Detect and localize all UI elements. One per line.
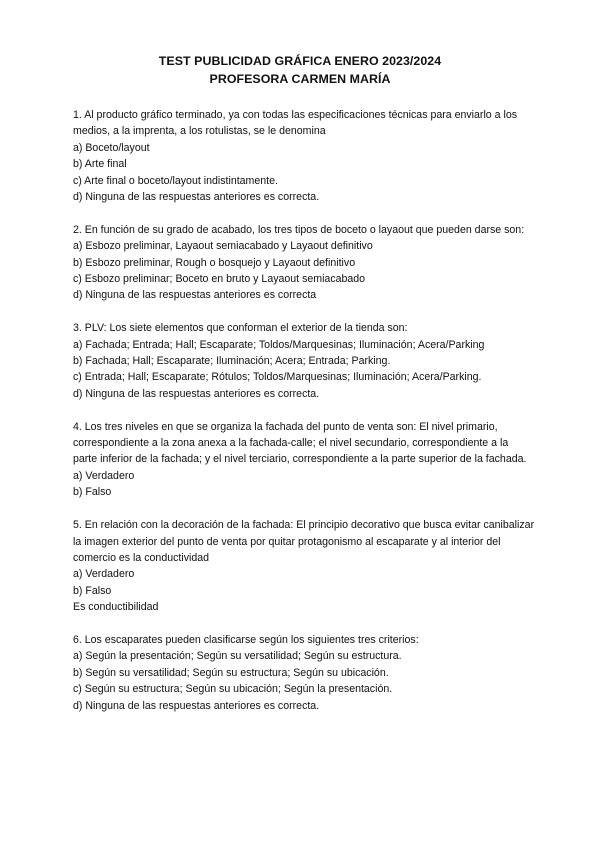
answer-option: b) Fachada; Hall; Escaparate; Iluminación; Acera; Entrada; Parking. <box>73 355 391 368</box>
answer-option: c) Arte final o boceto/layout indistintamente. <box>73 174 278 187</box>
question-stem: 2. En función de su grado de acabado, los tres tipos de boceto o layaout que pueden darse son: <box>73 223 525 236</box>
answer-option: d) Ninguna de las respuestas anteriores es correcta. <box>73 191 320 204</box>
answer-option: a) Verdadero <box>73 568 135 581</box>
answer-note: Es conductibilidad <box>73 601 159 614</box>
answer-option: d) Ninguna de las respuestas anteriores es correcta. <box>73 699 320 712</box>
answer-option: b) Según su versatilidad; Según su estructura; Según su ubicación. <box>73 666 389 679</box>
question-stem: 3. PLV: Los siete elementos que conforman el exterior de la tienda son: <box>73 322 408 335</box>
answer-option: a) Esbozo preliminar, Layaout semiacabado y Layaout definitivo <box>73 240 373 253</box>
answer-option: b) Arte final <box>73 158 127 171</box>
answer-option: c) Entrada; Hall; Escaparate; Rótulos; Toldos/Marquesinas; Iluminación; Acera/Parking. <box>73 371 482 384</box>
answer-option: a) Boceto/layout <box>73 141 150 154</box>
answer-option: b) Falso <box>73 486 112 499</box>
document-title-block <box>0 52 600 88</box>
answer-option: b) Esbozo preliminar, Rough o bosquejo y Layaout definitivo <box>73 256 356 269</box>
question-stem: 4. Los tres niveles en que se organiza la fachada del punto de venta son: El nivel primario, correspondiente a la zona anexa a la fachada-calle; el nivel secundario, correspondiente a la parte inferior de la fachada; y el nivel terciario, correspondiente a la parte superior de la fachada. <box>73 420 527 466</box>
question-5 <box>73 517 535 615</box>
question-stem: 6. Los escaparates pueden clasificarse según los siguientes tres criterios: <box>73 633 419 646</box>
document-title: TEST PUBLICIDAD GRÁFICA ENERO 2023/2024 <box>158 54 442 68</box>
answer-option: c) Esbozo preliminar; Boceto en bruto y Layaout semiacabado <box>73 273 366 286</box>
question-stem: 1. Al producto gráfico terminado, ya con todas las especificaciones técnicas para enviarlo a los medios, a la imprenta, a los rotulistas, se le denomina <box>73 109 518 138</box>
answer-option: c) Según su estructura; Según su ubicación; Según la presentación. <box>73 683 393 696</box>
document-subtitle: PROFESORA CARMEN MARÍA <box>209 72 391 86</box>
answer-option: a) Verdadero <box>73 469 135 482</box>
answer-option: a) Fachada; Entrada; Hall; Escaparate; Toldos/Marquesinas; Iluminación; Acera/Parking <box>73 338 485 351</box>
question-stem: 5. En relación con la decoración de la fachada: El principio decorativo que busca evitar canibalizar la imagen exterior del punto de venta por quitar protagonismo al escaparate y al interior del comercio es la conductividad <box>73 519 535 564</box>
answer-option: a) Según la presentación; Según su versatilidad; Según su estructura. <box>73 650 402 663</box>
question-4 <box>73 419 535 501</box>
answer-option: d) Ninguna de las respuestas anteriores es correcta <box>73 289 317 302</box>
question-1 <box>73 107 535 205</box>
answer-option: b) Falso <box>73 584 112 597</box>
question-6 <box>73 632 535 714</box>
answer-option: d) Ninguna de las respuestas anteriores es correcta. <box>73 387 320 400</box>
questions-list <box>73 107 535 730</box>
question-3 <box>73 320 535 402</box>
question-2 <box>73 222 535 304</box>
